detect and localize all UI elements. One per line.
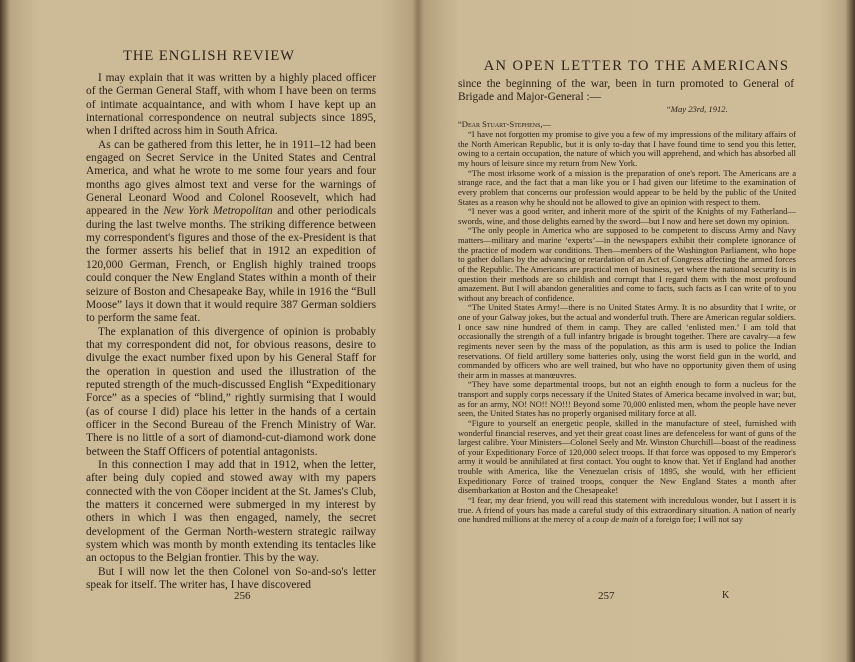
letter-paragraph: “The United States Army!—there is no United States Army. It is no absurdity that I write, or one of your Galway jokes, but the actual and wonderful truth. There are American regular soldiers. I once saw nine hundred of them in camp. They are called ‘enlisted men.’ I am told that occasionally the strength of a full infantry brigade is brought together. There are cavalry—a few regiments never seen by the mass of the population, as this arm is used to police the Indian reservations. Of field artillery some batteries only, using the worst field gun in the world, and commanded by officers who are well trained, but who have no opportunity given them of using their arm in masses at manœuvres.: [458, 302, 796, 380]
letter-paragraph: “I fear, my dear friend, you will read this statement with incredulous wonder, but I assert it is true. A friend of yours has made a careful study of this extraordinary situation. A nation of nearly one hundred millions at the mercy of a coup de main of a foreign foe; I will not say: [458, 494, 796, 525]
left-page: [0, 0, 418, 662]
paragraph: I may explain that it was written by a highly placed officer of the German General Staff, with whom I have been on terms of intimate acquaintance, and with whom I have kept up an international correspondence on neutral subjects since 1895, when I drifted across him in South Africa.: [86, 72, 376, 138]
letter-salutation: “Dear Stuart-Stephens,—: [458, 119, 552, 129]
letter-paragraph: “I never was a good writer, and inherit more of the spirit of the Knights of my Fatherland—swords, wine, and those delights earned by the sword—but I now and here set down my opinion.: [458, 206, 796, 226]
page-number-left: 256: [234, 590, 251, 602]
running-head-right: AN OPEN LETTER TO THE AMERICANS: [483, 58, 790, 74]
page-number-right: 257: [598, 590, 615, 602]
letter-body: [458, 120, 796, 525]
paragraph: But I will now let the then Colonel von So-and-so's letter speak for itself. The writer has, I have discovered: [86, 565, 376, 592]
letter-paragraph: “Figure to yourself an energetic people, skilled in the manufacture of steel, furnished with wonderful financial reserves, and yet their great coast lines are defenceless for want of guns of the largest calibre. Your Ministers—Colonel Seely and Mr. Winston Churchill—boast of the readiness of your Expeditionary Force of 120,000 select troops. If that force was opposed to my Emperor's army it would be annihilated at first contact. You ought to know that. Yet if England had another trouble with America, like the Venezuelan crisis of 1895, she would, with her efficient Expeditionary Force of trained troops, conquer the New England States a month after disembarkation at Boston and the Chesapeake!: [458, 417, 796, 496]
left-body-text: [86, 72, 376, 592]
running-head-left: THE ENGLISH REVIEW: [123, 48, 295, 64]
letter-paragraph: “They have some departmental troops, but not an eighth enough to form a nucleus for the transport and supply corps necessary if the United States of America became involved in war; but, as for an army, NO! NO!! NO!!! Beyond some 70,000 enlisted men, whom the people have never seen, the United States has no properly organised military force at all.: [458, 379, 796, 419]
letter-paragraph: “I have not forgotten my promise to give you a few of my impressions of the military affairs of the North American Republic, but it is only to-day that I have found time to send you this letter, owing to a certain occupation, the nature of which you will apprehend, and which has absorbed all my hours of leisure since my return from New York.: [458, 129, 796, 168]
letter-paragraph: “The only people in America who are supposed to be competent to discuss Army and Navy matters—military and marine ‘experts’—in the newspapers exhibit their complete ignorance of the practice of modern war conditions. Then—members of the Washington Parliament, who hope to gather dollars by the advancing or retardation of an Act of Congress affecting the armed forces of the Republic. The Americans are practical men of business, yet where the national security is in question their methods are so childish and corrupt that I regard them with the most profound amazement. But I will abandon generalities and come to facts, such facts as I can write of to you without any breach of confidence.: [458, 225, 796, 303]
lead-paragraph: since the beginning of the war, been in turn promoted to General of Brigade and Major-General :—: [458, 78, 794, 104]
paragraph: In this connection I may add that in 1912, when the letter, after being duly copied and stowed away with my papers connected with the von Cöoper incident at the St. James's Club, the matters it concerned were submerged in my interest by others in which I was then engaged, namely, the secret development of the German North-western strategic railway system which was month by month extending its tentacles like an octopus to the Belgian frontier. This by the way.: [86, 458, 376, 565]
letter-paragraph: “The most irksome work of a mission is the preparation of one's report. The Americans are a strange race, and the fact that a man like you or I had given our lifetime to the examination of every problem that concerns our profession would appear to be held by the public of the United States as a reason why he should not be allowed to give an opinion with respect to them.: [458, 167, 796, 207]
paragraph: As can be gathered from this letter, he in 1911–12 had been engaged on Secret Service in the United States and Central America, and what he wrote to me some four years and four months ago gives almost text and verse for the warnings of General Leonard Wood and Colonel Roosevelt, which had appeared in the New York Metropolitan and other periodicals during the last twelve months. The striking difference between my correspondent's figures and those of the ex-President is that the former asserts his belief that in 1912 an expedition of 120,000 German, French, or English highly trained troops could conquer the New England States within a month of their seizure of Boston and Chesapeake Bay, while in 1916 the “Bull Moose” lays it down that it would require 387 German soldiers to perform the same feat.: [86, 138, 377, 325]
italic-title: coup de main: [592, 514, 639, 525]
italic-title: New York Metropolitan: [163, 205, 273, 218]
signature-mark: K: [722, 590, 730, 601]
right-page: [418, 0, 855, 662]
paragraph: The explanation of this divergence of opinion is probably that my correspondent did not, for obvious reasons, desire to divulge the exact number fixed upon by his General Staff for the operation in question and used the illustration of the reputed strength of the much-discussed English “Expeditionary Force” as a species of “blind,” rightly surmising that I would (as of course I did) place his letter in the hands of a certain officer in the Second Bureau of the French Ministry of War. There is no little of a sort of diamond-cut-diamond work done between the Staff Officers of potential antagonists.: [86, 325, 376, 458]
letter-date: “May 23rd, 1912.: [666, 104, 728, 114]
